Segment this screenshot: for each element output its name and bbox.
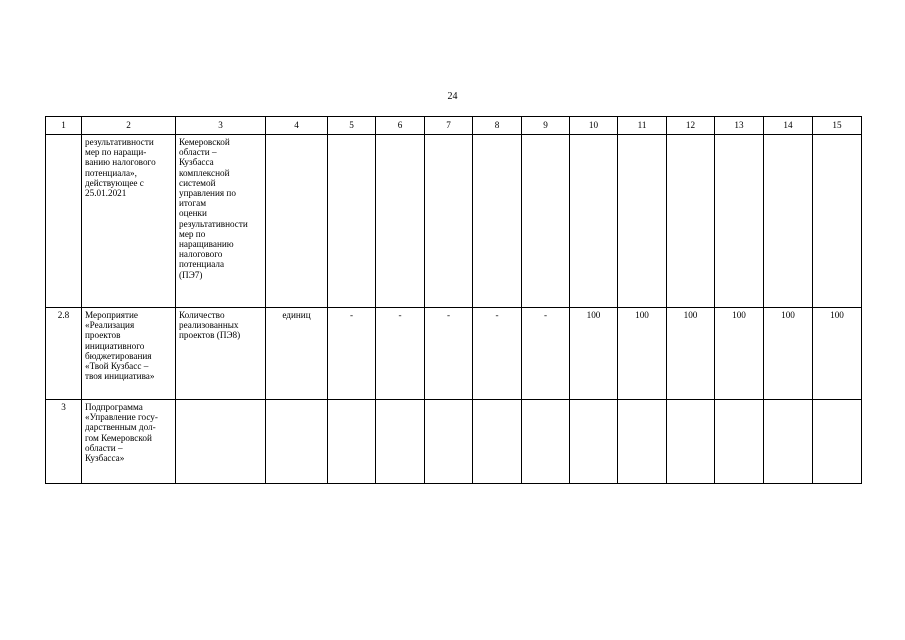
column-number-header: 4 xyxy=(266,117,328,135)
unit-cell xyxy=(266,135,328,308)
page-number: 24 xyxy=(447,91,458,102)
column-number-header: 12 xyxy=(667,117,715,135)
event-name-cell: Подпрограмма «Управление госу- дарственным дол- гом Кемеровской области – Кузбасса» xyxy=(82,400,176,484)
table-header-row xyxy=(46,117,862,135)
value-cell xyxy=(376,400,425,484)
unit-cell xyxy=(266,400,328,484)
column-number-header: 9 xyxy=(522,117,570,135)
value-cell xyxy=(764,135,813,308)
value-cell xyxy=(328,135,376,308)
value-cell xyxy=(764,400,813,484)
indicator-name-cell xyxy=(176,400,266,484)
column-number-header: 15 xyxy=(813,117,862,135)
indicator-name-cell: Количество реализованных проектов (ПЭ8) xyxy=(176,308,266,400)
column-number-header: 5 xyxy=(328,117,376,135)
value-cell xyxy=(618,400,667,484)
column-number-header: 6 xyxy=(376,117,425,135)
value-cell xyxy=(473,135,522,308)
column-number-header: 13 xyxy=(715,117,764,135)
value-cell: 100 xyxy=(764,308,813,400)
row-number-cell xyxy=(46,135,82,308)
table-row xyxy=(46,308,862,400)
column-number-header: 11 xyxy=(618,117,667,135)
column-number-header: 7 xyxy=(425,117,473,135)
value-cell: - xyxy=(376,308,425,400)
value-cell: 100 xyxy=(715,308,764,400)
row-number-cell: 3 xyxy=(46,400,82,484)
value-cell: 100 xyxy=(667,308,715,400)
value-cell: 100 xyxy=(570,308,618,400)
table-row xyxy=(46,400,862,484)
column-number-header: 8 xyxy=(473,117,522,135)
value-cell xyxy=(522,400,570,484)
value-cell xyxy=(813,400,862,484)
value-cell xyxy=(522,135,570,308)
value-cell: - xyxy=(522,308,570,400)
column-number-header: 1 xyxy=(46,117,82,135)
value-cell xyxy=(570,400,618,484)
value-cell xyxy=(376,135,425,308)
value-cell xyxy=(715,400,764,484)
value-cell xyxy=(667,135,715,308)
value-cell: - xyxy=(473,308,522,400)
value-cell xyxy=(813,135,862,308)
column-number-header: 2 xyxy=(82,117,176,135)
event-name-cell: результативности мер по наращи- ванию налогового потенциала», действующее с 25.01.2021 xyxy=(82,135,176,308)
column-number-header: 10 xyxy=(570,117,618,135)
value-cell: 100 xyxy=(618,308,667,400)
value-cell: - xyxy=(328,308,376,400)
indicators-table xyxy=(45,116,862,484)
row-number-cell: 2.8 xyxy=(46,308,82,400)
value-cell xyxy=(473,400,522,484)
value-cell xyxy=(715,135,764,308)
table-row xyxy=(46,135,862,308)
unit-cell: единиц xyxy=(266,308,328,400)
value-cell: 100 xyxy=(813,308,862,400)
value-cell xyxy=(328,400,376,484)
value-cell xyxy=(425,400,473,484)
column-number-header: 3 xyxy=(176,117,266,135)
event-name-cell: Мероприятие «Реализация проектов инициативного бюджетирования «Твой Кузбасс – твоя инициатива» xyxy=(82,308,176,400)
value-cell xyxy=(618,135,667,308)
value-cell xyxy=(667,400,715,484)
indicator-name-cell: Кемеровской области – Кузбасса комплексной системой управления по итогам оценки результативности мер по наращиванию налогового потенциала (ПЭ7) xyxy=(176,135,266,308)
value-cell: - xyxy=(425,308,473,400)
value-cell xyxy=(570,135,618,308)
column-number-header: 14 xyxy=(764,117,813,135)
value-cell xyxy=(425,135,473,308)
